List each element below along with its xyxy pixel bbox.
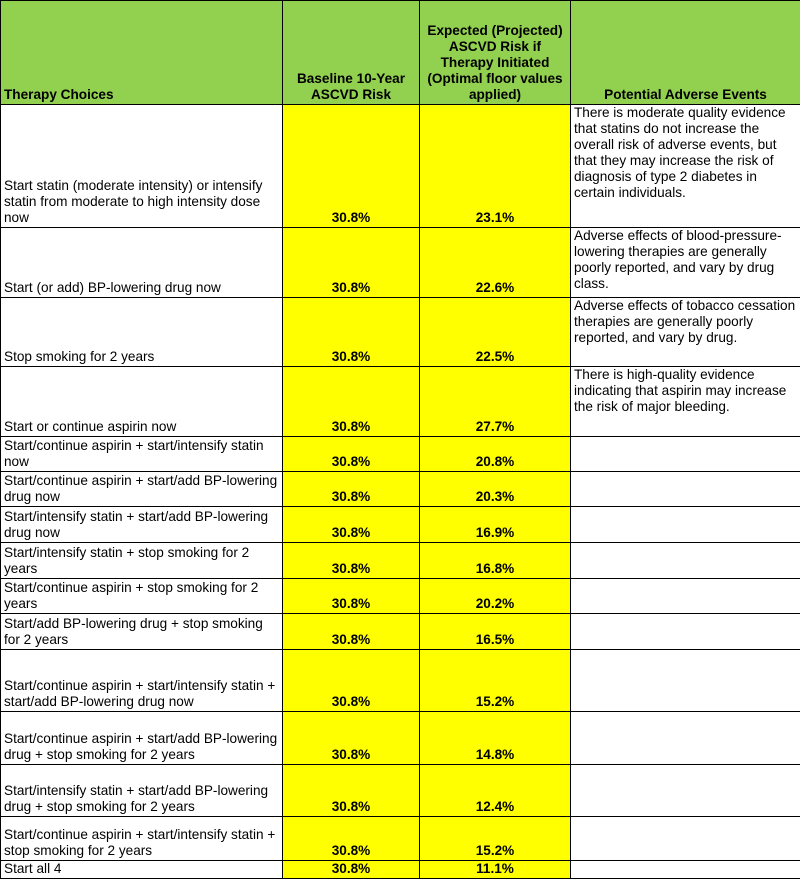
baseline-risk-cell: 30.8% (283, 712, 420, 765)
table-row (1, 437, 800, 472)
table-row (1, 817, 800, 861)
expected-risk-cell: 16.9% (420, 507, 571, 543)
baseline-risk-cell: 30.8% (283, 437, 420, 472)
adverse-events-cell (571, 472, 800, 507)
baseline-risk-cell: 30.8% (283, 817, 420, 861)
baseline-risk-cell: 30.8% (283, 507, 420, 543)
table-row (1, 472, 800, 507)
therapy-cell: Start all 4 (1, 861, 283, 879)
therapy-cell: Start (or add) BP-lowering drug now (1, 228, 283, 298)
baseline-risk-cell: 30.8% (283, 472, 420, 507)
header-adverse-events: Potential Adverse Events (571, 1, 800, 105)
header-expected-risk: Expected (Projected) ASCVD Risk if Therapy Initiated (Optimal floor values applied) (420, 1, 571, 105)
adverse-events-cell: There is high-quality evidence indicating that aspirin may increase the risk of major bleeding. (571, 367, 800, 437)
adverse-events-cell (571, 817, 800, 861)
therapy-cell: Start or continue aspirin now (1, 367, 283, 437)
baseline-risk-cell: 30.8% (283, 650, 420, 712)
expected-risk-cell: 20.2% (420, 579, 571, 614)
expected-risk-cell: 27.7% (420, 367, 571, 437)
adverse-events-cell (571, 579, 800, 614)
adverse-events-cell (571, 437, 800, 472)
baseline-risk-cell: 30.8% (283, 861, 420, 879)
header-therapy-choices: Therapy Choices (1, 1, 283, 105)
therapy-cell: Stop smoking for 2 years (1, 298, 283, 367)
table-row (1, 765, 800, 817)
baseline-risk-cell: 30.8% (283, 298, 420, 367)
table-row (1, 507, 800, 543)
table-row (1, 712, 800, 765)
baseline-risk-cell: 30.8% (283, 228, 420, 298)
therapy-cell: Start/intensify statin + stop smoking for 2 years (1, 543, 283, 579)
adverse-events-cell (571, 712, 800, 765)
expected-risk-cell: 23.1% (420, 105, 571, 228)
expected-risk-cell: 22.6% (420, 228, 571, 298)
therapy-cell: Start/continue aspirin + stop smoking for 2 years (1, 579, 283, 614)
header-baseline-risk: Baseline 10-Year ASCVD Risk (283, 1, 420, 105)
therapy-cell: Start/continue aspirin + start/add BP-lowering drug now (1, 472, 283, 507)
baseline-risk-cell: 30.8% (283, 765, 420, 817)
expected-risk-cell: 15.2% (420, 650, 571, 712)
expected-risk-cell: 20.3% (420, 472, 571, 507)
table-row (1, 228, 800, 298)
baseline-risk-cell: 30.8% (283, 614, 420, 650)
expected-risk-cell: 16.8% (420, 543, 571, 579)
expected-risk-cell: 20.8% (420, 437, 571, 472)
baseline-risk-cell: 30.8% (283, 367, 420, 437)
therapy-cell: Start statin (moderate intensity) or intensify statin from moderate to high intensity dose now (1, 105, 283, 228)
therapy-cell: Start/continue aspirin + start/intensify statin + stop smoking for 2 years (1, 817, 283, 861)
therapy-cell: Start/intensify statin + start/add BP-lowering drug now (1, 507, 283, 543)
expected-risk-cell: 16.5% (420, 614, 571, 650)
table-row (1, 105, 800, 228)
expected-risk-cell: 11.1% (420, 861, 571, 879)
table-row (1, 579, 800, 614)
adverse-events-cell (571, 507, 800, 543)
adverse-events-cell (571, 543, 800, 579)
header-row (1, 1, 800, 105)
adverse-events-cell: Adverse effects of tobacco cessation therapies are generally poorly reported, and vary by drug. (571, 298, 800, 367)
therapy-cell: Start/continue aspirin + start/add BP-lowering drug + stop smoking for 2 years (1, 712, 283, 765)
baseline-risk-cell: 30.8% (283, 543, 420, 579)
therapy-cell: Start/add BP-lowering drug + stop smoking for 2 years (1, 614, 283, 650)
baseline-risk-cell: 30.8% (283, 105, 420, 228)
table-row (1, 298, 800, 367)
table-row (1, 650, 800, 712)
adverse-events-cell (571, 765, 800, 817)
baseline-risk-cell: 30.8% (283, 579, 420, 614)
therapy-cell: Start/intensify statin + start/add BP-lowering drug + stop smoking for 2 years (1, 765, 283, 817)
expected-risk-cell: 14.8% (420, 712, 571, 765)
table-row (1, 367, 800, 437)
therapy-cell: Start/continue aspirin + start/intensify statin now (1, 437, 283, 472)
adverse-events-cell: Adverse effects of blood-pressure-lowering therapies are generally poorly reported, and vary by drug class. (571, 228, 800, 298)
expected-risk-cell: 22.5% (420, 298, 571, 367)
table-row (1, 543, 800, 579)
adverse-events-cell: There is moderate quality evidence that statins do not increase the overall risk of adverse events, but that they may increase the risk of diagnosis of type 2 diabetes in certain individuals. (571, 105, 800, 228)
therapy-cell: Start/continue aspirin + start/intensify statin + start/add BP-lowering drug now (1, 650, 283, 712)
expected-risk-cell: 15.2% (420, 817, 571, 861)
adverse-events-cell (571, 614, 800, 650)
adverse-events-cell (571, 650, 800, 712)
expected-risk-cell: 12.4% (420, 765, 571, 817)
table-row (1, 614, 800, 650)
